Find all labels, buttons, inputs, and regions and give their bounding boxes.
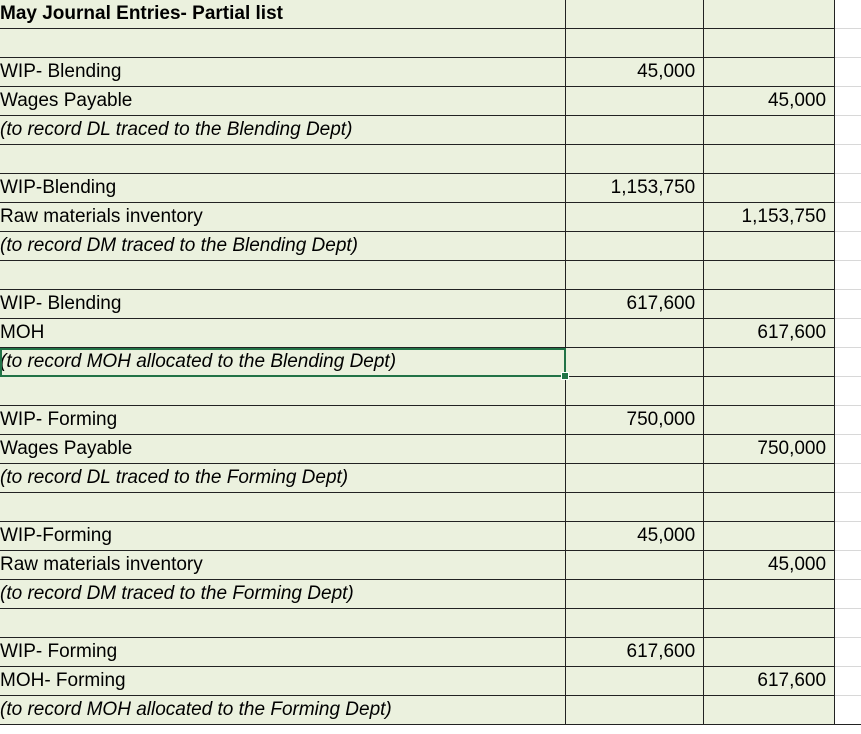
- cell[interactable]: [566, 261, 704, 290]
- entry-memo-row: [0, 116, 861, 145]
- credit-account-cell[interactable]: Wages Payable: [0, 87, 566, 116]
- cell[interactable]: [0, 261, 566, 290]
- entry-memo-row: [0, 232, 861, 261]
- sheet-title[interactable]: May Journal Entries- Partial list: [0, 0, 566, 29]
- fill-handle[interactable]: [561, 372, 569, 380]
- entry-credit-row: [0, 667, 861, 696]
- entry-memo-row: [0, 580, 861, 609]
- cell[interactable]: [835, 667, 861, 696]
- entry-credit-row: [0, 435, 861, 464]
- cell[interactable]: [835, 580, 861, 609]
- cell[interactable]: [704, 464, 835, 493]
- cell[interactable]: [566, 493, 704, 522]
- cell[interactable]: [835, 203, 861, 232]
- cell[interactable]: [835, 464, 861, 493]
- cell[interactable]: [704, 580, 835, 609]
- entry-credit-row: [0, 319, 861, 348]
- debit-account-cell[interactable]: WIP-Blending: [0, 174, 566, 203]
- cell[interactable]: [835, 29, 861, 58]
- memo-text: (to record MOH allocated to the Blending Dept): [0, 351, 397, 372]
- cell[interactable]: [704, 638, 835, 667]
- debit-amount-cell[interactable]: 750,000: [566, 406, 704, 435]
- cell[interactable]: [835, 638, 861, 667]
- entry-credit-row: [0, 87, 861, 116]
- entry-memo-row: [0, 696, 861, 725]
- cell[interactable]: [566, 551, 704, 580]
- credit-account-cell[interactable]: Raw materials inventory: [0, 551, 566, 580]
- cell[interactable]: [566, 377, 704, 406]
- cell[interactable]: [704, 290, 835, 319]
- debit-account-cell[interactable]: WIP-Forming: [0, 522, 566, 551]
- cell[interactable]: [835, 145, 861, 174]
- debit-amount-cell[interactable]: 617,600: [566, 290, 704, 319]
- cell[interactable]: [835, 232, 861, 261]
- debit-account-cell[interactable]: WIP- Blending: [0, 58, 566, 87]
- credit-amount-cell[interactable]: 1,153,750: [704, 203, 835, 232]
- cell[interactable]: [835, 58, 861, 87]
- debit-account-cell[interactable]: WIP- Forming: [0, 406, 566, 435]
- entry-debit-row: [0, 174, 861, 203]
- cell[interactable]: [835, 174, 861, 203]
- cell[interactable]: [704, 522, 835, 551]
- cell[interactable]: [704, 232, 835, 261]
- cell[interactable]: [0, 493, 566, 522]
- cell[interactable]: [704, 377, 835, 406]
- cell[interactable]: [704, 261, 835, 290]
- cell[interactable]: [704, 609, 835, 638]
- blank-row: [0, 377, 861, 406]
- debit-amount-cell[interactable]: 617,600: [566, 638, 704, 667]
- debit-amount-cell[interactable]: 45,000: [566, 58, 704, 87]
- credit-account-cell[interactable]: Wages Payable: [0, 435, 566, 464]
- entry-debit-row: [0, 58, 861, 87]
- title-row: [0, 0, 861, 29]
- cell[interactable]: [835, 290, 861, 319]
- entry-debit-row: [0, 522, 861, 551]
- credit-amount-cell[interactable]: 45,000: [704, 551, 835, 580]
- blank-row: [0, 609, 861, 638]
- cell[interactable]: [704, 348, 835, 377]
- entry-debit-row: [0, 406, 861, 435]
- cell[interactable]: [835, 551, 861, 580]
- selected-memo-cell[interactable]: [0, 348, 566, 377]
- debit-amount-cell[interactable]: 45,000: [566, 522, 704, 551]
- cell[interactable]: [566, 87, 704, 116]
- cell[interactable]: [835, 87, 861, 116]
- cell[interactable]: [566, 609, 704, 638]
- cell[interactable]: [835, 435, 861, 464]
- blank-row: [0, 145, 861, 174]
- cell[interactable]: [566, 435, 704, 464]
- entry-memo-row: [0, 348, 861, 377]
- credit-amount-cell[interactable]: 617,600: [704, 667, 835, 696]
- cell[interactable]: [566, 464, 704, 493]
- credit-account-cell[interactable]: MOH: [0, 319, 566, 348]
- credit-account-cell[interactable]: MOH- Forming: [0, 667, 566, 696]
- cell[interactable]: [835, 261, 861, 290]
- cell[interactable]: [704, 58, 835, 87]
- cell[interactable]: [835, 696, 861, 725]
- cell[interactable]: [566, 348, 704, 377]
- cell[interactable]: [0, 29, 566, 58]
- cell[interactable]: [566, 145, 704, 174]
- cell[interactable]: [0, 377, 566, 406]
- cell[interactable]: [704, 493, 835, 522]
- cell[interactable]: [566, 203, 704, 232]
- credit-amount-cell[interactable]: 750,000: [704, 435, 835, 464]
- credit-amount-cell[interactable]: 617,600: [704, 319, 835, 348]
- memo-cell[interactable]: (to record DM traced to the Forming Dept): [0, 580, 566, 609]
- cell[interactable]: [0, 609, 566, 638]
- cell[interactable]: [835, 319, 861, 348]
- entry-debit-row: [0, 290, 861, 319]
- credit-account-cell[interactable]: Raw materials inventory: [0, 203, 566, 232]
- cell[interactable]: [704, 406, 835, 435]
- debit-account-cell[interactable]: WIP- Forming: [0, 638, 566, 667]
- entry-credit-row: [0, 551, 861, 580]
- cell[interactable]: [566, 0, 704, 29]
- cell[interactable]: [566, 319, 704, 348]
- memo-cell[interactable]: (to record DL traced to the Blending Dept): [0, 116, 566, 145]
- cell[interactable]: [704, 696, 835, 725]
- cell[interactable]: [566, 580, 704, 609]
- cell[interactable]: [835, 406, 861, 435]
- cell[interactable]: [704, 116, 835, 145]
- memo-cell[interactable]: (to record DL traced to the Forming Dept): [0, 464, 566, 493]
- cell[interactable]: [704, 0, 835, 29]
- cell[interactable]: [835, 609, 861, 638]
- debit-amount-cell[interactable]: 1,153,750: [566, 174, 704, 203]
- blank-row: [0, 261, 861, 290]
- cell[interactable]: [566, 667, 704, 696]
- blank-row: [0, 493, 861, 522]
- cell[interactable]: [566, 29, 704, 58]
- cell[interactable]: [835, 116, 861, 145]
- cell[interactable]: [835, 522, 861, 551]
- entry-debit-row: [0, 638, 861, 667]
- cell[interactable]: [835, 377, 861, 406]
- cell[interactable]: [835, 493, 861, 522]
- entry-memo-row: [0, 464, 861, 493]
- cell[interactable]: [835, 348, 861, 377]
- memo-cell[interactable]: (to record DM traced to the Blending Dept): [0, 232, 566, 261]
- cell[interactable]: [0, 145, 566, 174]
- cell[interactable]: [704, 174, 835, 203]
- memo-cell[interactable]: (to record MOH allocated to the Forming Dept): [0, 696, 566, 725]
- cell[interactable]: [566, 232, 704, 261]
- cell[interactable]: [566, 116, 704, 145]
- cell[interactable]: [704, 145, 835, 174]
- debit-account-cell[interactable]: WIP- Blending: [0, 290, 566, 319]
- credit-amount-cell[interactable]: 45,000: [704, 87, 835, 116]
- entry-credit-row: [0, 203, 861, 232]
- cell[interactable]: [704, 29, 835, 58]
- cell[interactable]: [835, 0, 861, 29]
- cell[interactable]: [566, 696, 704, 725]
- blank-row: [0, 29, 861, 58]
